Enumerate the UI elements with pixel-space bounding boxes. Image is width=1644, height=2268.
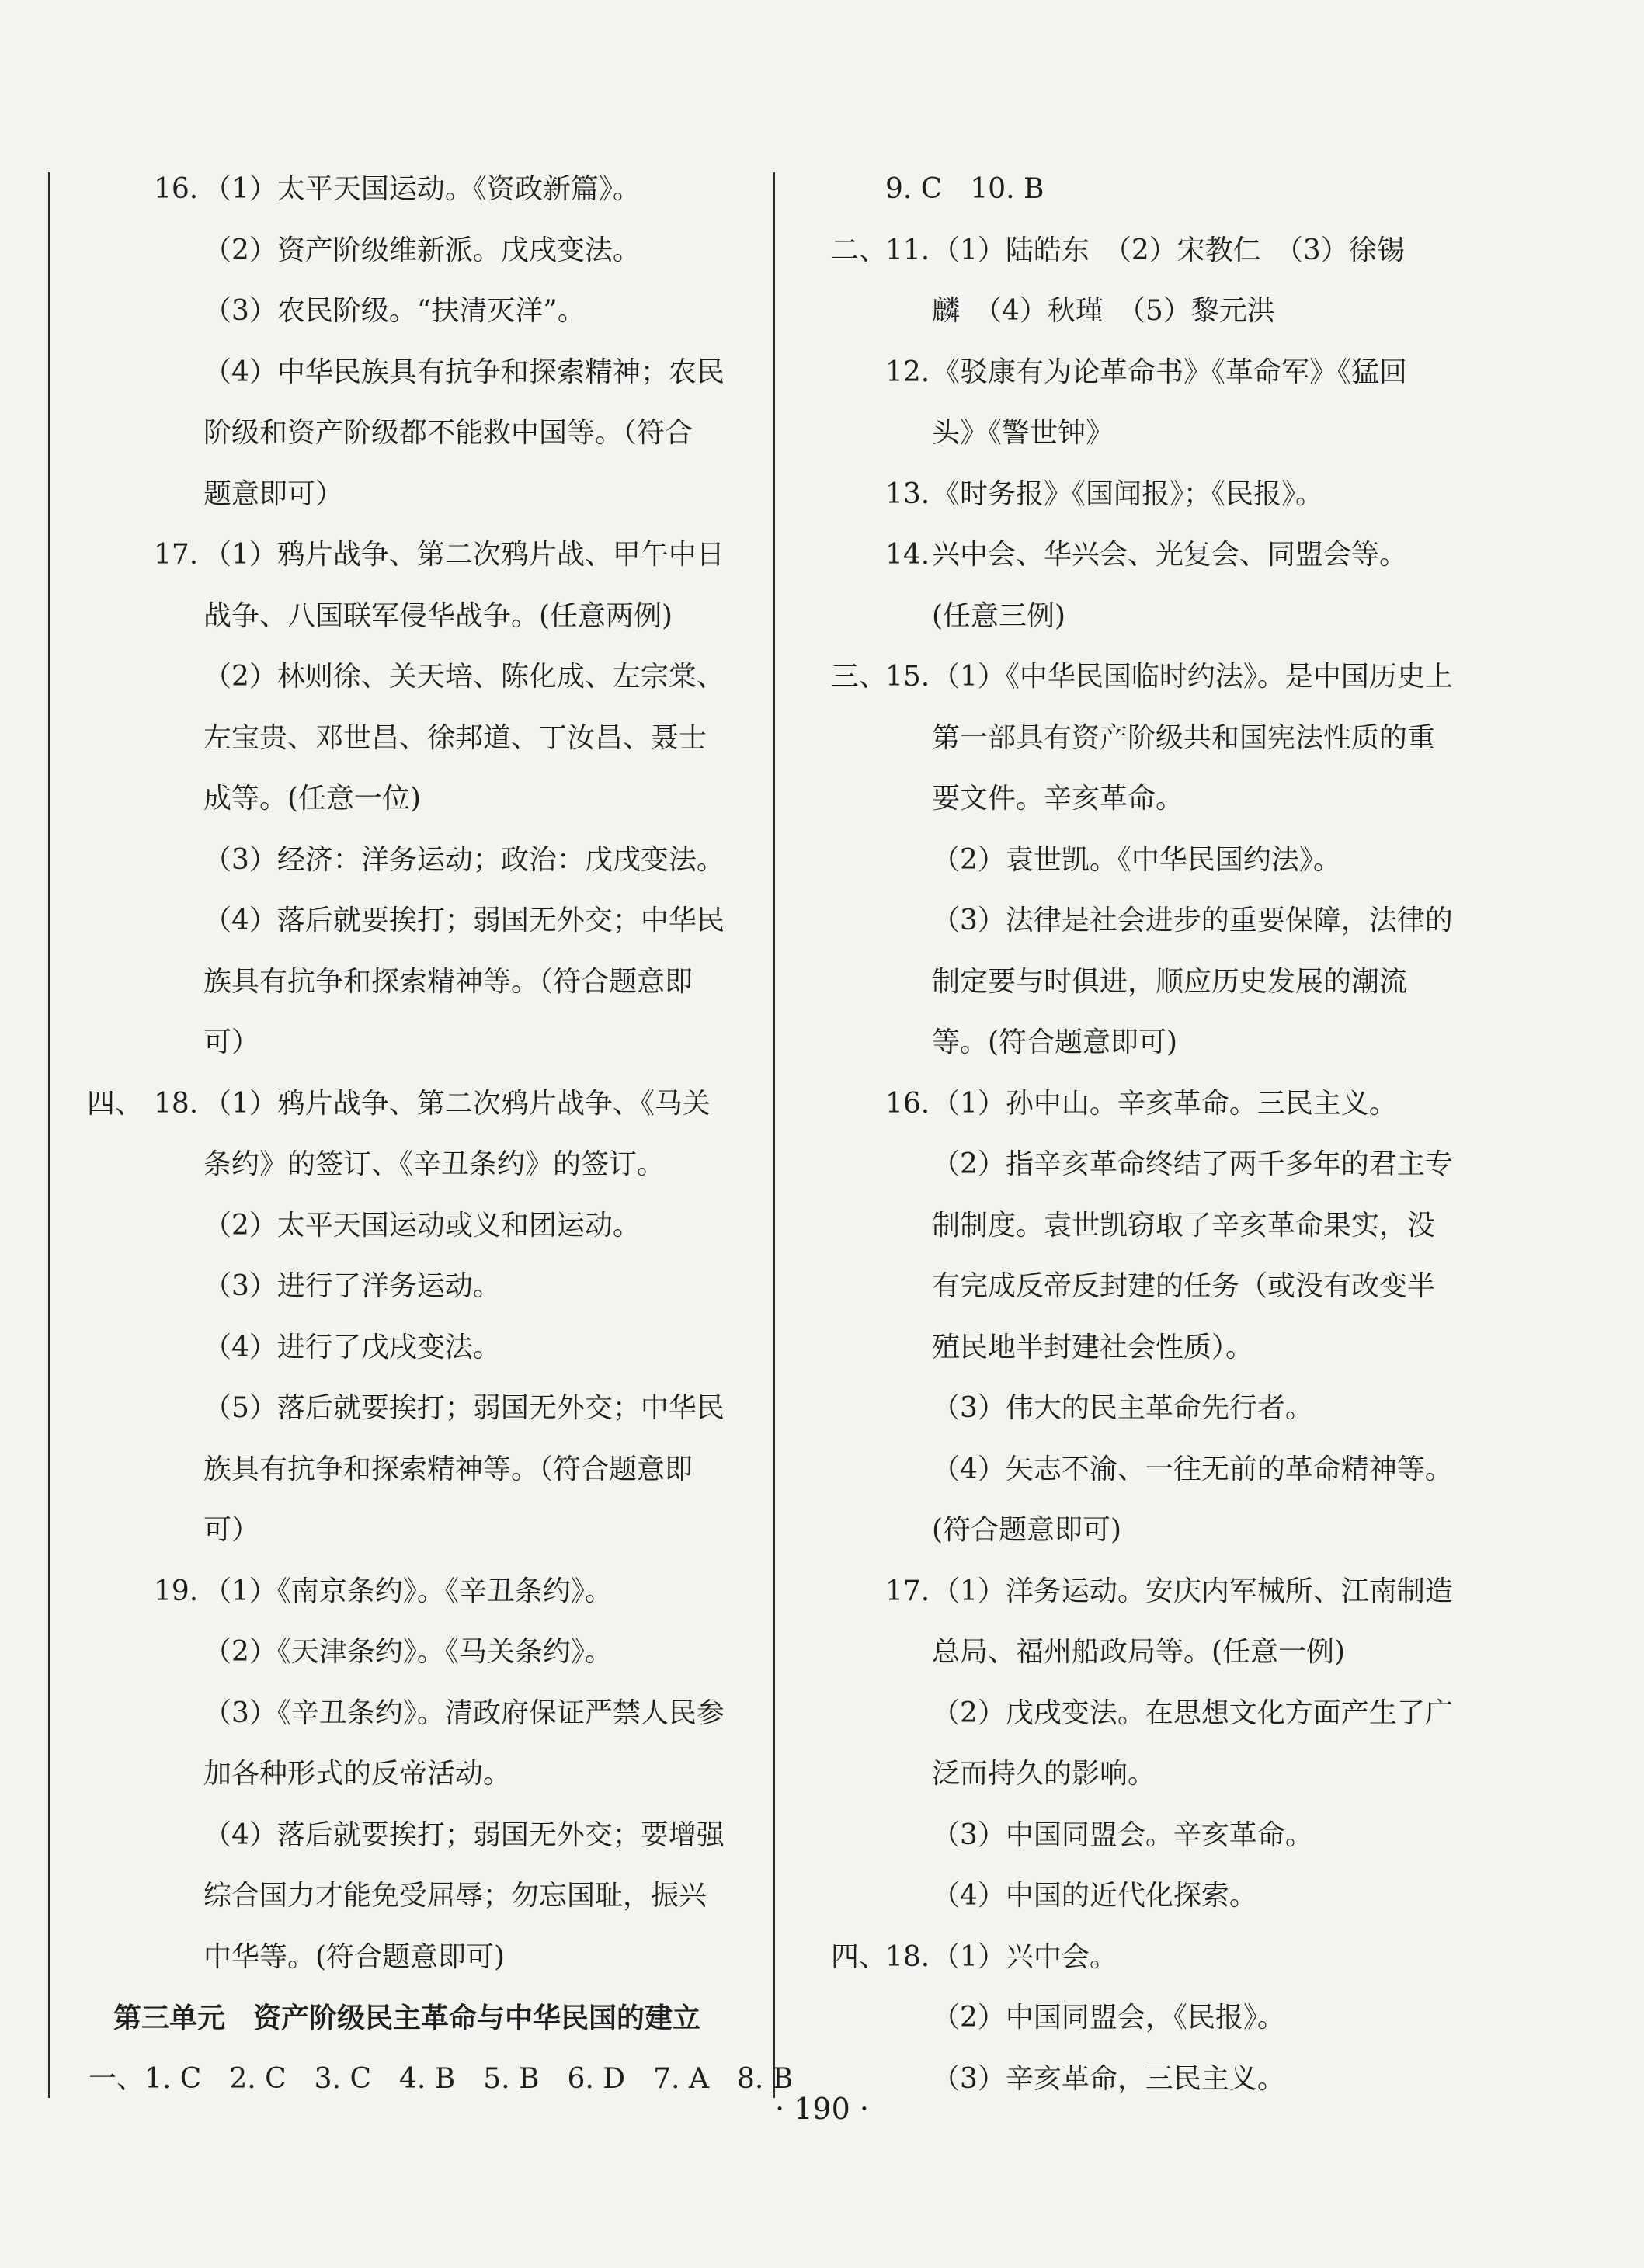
answer-text: 题意即可） (203, 478, 344, 510)
answer-line (54, 830, 753, 891)
answer-line (54, 1866, 753, 1927)
section-marker: 四、 (831, 1940, 888, 1973)
question-number: 14. (885, 539, 930, 571)
answer-text: 制制度。袁世凯窃取了辛亥革命果实，没 (932, 1209, 1436, 1242)
answer-text: （1）《南京条约》。《辛丑条约》。 (203, 1575, 613, 1607)
answer-text: （2）资产阶级维新派。戊戌变法。 (203, 234, 641, 266)
answer-text: （4）中华民族具有抗争和探索精神；农民 (203, 356, 725, 388)
answer-line (54, 1318, 753, 1379)
answer-text: （3）《辛丑条约》。清政府保证严禁人民参 (203, 1697, 725, 1729)
answer-text: （3）辛亥革命，三民主义。 (932, 2062, 1285, 2095)
right-column (823, 159, 1460, 2110)
answer-line (823, 1622, 1460, 1683)
answer-text: （4）落后就要挨打；弱国无外交；要增强 (203, 1818, 725, 1851)
answer-line (823, 647, 1460, 708)
answer-line (823, 1927, 1460, 1988)
question-number: 11. (885, 234, 930, 266)
section-marker: 三、 (831, 661, 888, 693)
answer-line (54, 1744, 753, 1805)
question-number: 12. (885, 356, 930, 388)
answer-line (823, 1866, 1460, 1927)
answer-text: （3）法律是社会进步的重要保障，法律的 (932, 905, 1453, 936)
answer-line (823, 1318, 1460, 1379)
column-divider (773, 172, 775, 2098)
answer-text: 殖民地半封建社会性质）。 (932, 1331, 1254, 1363)
answer-text: （1）《中华民国临时约法》。是中国历史上 (932, 661, 1453, 693)
answer-line (54, 1561, 753, 1623)
left-margin-rule (48, 172, 50, 2098)
answer-text: 综合国力才能免受屈辱；勿忘国耻，振兴 (203, 1880, 707, 1912)
answer-text: （2）中国同盟会，《民报》。 (932, 2002, 1285, 2034)
section-heading: 第三单元 资产阶级民主革命与中华民国的建立 (113, 2002, 701, 2034)
answer-line (54, 342, 753, 404)
answer-line (823, 1378, 1460, 1440)
answer-text: （1）陆皓东 （2）宋教仁 （3）徐锡 (932, 234, 1405, 266)
answer-line (54, 159, 753, 221)
answer-text: （1）鸦片战争、第二次鸦片战争、《马关 (203, 1087, 711, 1120)
answer-text: 族具有抗争和探索精神等。（符合题意即 (203, 965, 693, 998)
answer-line (823, 464, 1460, 526)
answer-line (54, 1440, 753, 1501)
answer-text: （1）兴中会。 (932, 1940, 1117, 1973)
answer-text: （5）落后就要挨打；弱国无外交；中华民 (203, 1392, 725, 1424)
answer-text: 条约》的签订、《辛丑条约》的签订。 (203, 1148, 666, 1180)
answer-text: （1）鸦片战争、第二次鸦片战、甲午中日 (203, 539, 725, 571)
answer-text: （1）洋务运动。安庆内军械所、江南制造 (932, 1575, 1453, 1607)
answer-line (823, 159, 1460, 221)
answer-line (823, 403, 1460, 464)
answer-line (54, 525, 753, 586)
answer-line (54, 1256, 753, 1318)
answer-text: （1）太平天国运动。《资政新篇》。 (203, 173, 641, 205)
section-marker: 二、 (831, 234, 888, 266)
answer-line (823, 891, 1460, 952)
answer-text: （3）农民阶级。“扶清灭洋”。 (203, 295, 586, 327)
answer-text: (符合题意即可) (932, 1514, 1122, 1546)
answer-text: 有完成反帝反封建的任务（或没有改变半 (932, 1270, 1436, 1302)
answer-text: 麟 （4）秋瑾 （5）黎元洪 (932, 295, 1275, 327)
answer-text: （2）《天津条约》。《马关条约》。 (203, 1636, 613, 1668)
answer-text: 中华等。(符合题意即可) (203, 1940, 506, 1973)
answer-text: 《驳康有为论革命书》《革命军》《猛回 (932, 356, 1408, 388)
answer-line (54, 221, 753, 282)
answer-text: 制定要与时俱进，顺应历史发展的潮流 (932, 965, 1408, 998)
answer-line (823, 1683, 1460, 1745)
answer-line (823, 525, 1460, 586)
answer-line (54, 1378, 753, 1440)
answer-line (54, 1196, 753, 1257)
answer-line (54, 1074, 753, 1135)
answer-line (823, 1440, 1460, 1501)
answer-text: （1）孙中山。辛亥革命。三民主义。 (932, 1087, 1397, 1120)
question-number: 18. (885, 1940, 930, 1973)
answer-text: 头》《警世钟》 (932, 417, 1114, 449)
answer-line (54, 1012, 753, 1074)
answer-text: （2）太平天国运动或义和团运动。 (203, 1209, 641, 1242)
section-marker: 四、 (87, 1087, 144, 1120)
answer-line (823, 769, 1460, 830)
answer-line (54, 281, 753, 342)
answer-text: （3）伟大的民主革命先行者。 (932, 1392, 1313, 1424)
answer-text: （4）中国的近代化探索。 (932, 1880, 1257, 1912)
choice-answers: 一、1. C 2. C 3. C 4. B 5. B 6. D 7. A 8. B (89, 2062, 794, 2095)
answer-line (54, 952, 753, 1013)
answer-text: 族具有抗争和探索精神等。（符合题意即 (203, 1453, 693, 1485)
answer-text: 成等。(任意一位) (203, 783, 422, 814)
question-number: 15. (885, 661, 930, 693)
answer-text: （2）指辛亥革命终结了两千多年的君主专 (932, 1148, 1453, 1180)
answer-line (823, 342, 1460, 404)
answer-line (54, 647, 753, 708)
answer-text: （2）林则徐、关天培、陈化成、左宗棠、 (203, 661, 725, 693)
answer-line (823, 1500, 1460, 1561)
answer-text: 等。(符合题意即可) (932, 1026, 1178, 1058)
answer-text: 可） (203, 1514, 260, 1546)
answer-text: 可） (203, 1026, 260, 1058)
answer-line (823, 586, 1460, 648)
answer-text: （2）戊戌变法。在思想文化方面产生了广 (932, 1697, 1453, 1729)
answer-line (54, 769, 753, 830)
answer-text: （3）经济：洋务运动；政治：戊戌变法。 (203, 843, 725, 876)
question-number: 16. (154, 173, 199, 205)
answer-line (823, 1012, 1460, 1074)
answer-text: （4）进行了戊戌变法。 (203, 1331, 501, 1363)
answer-text: 左宝贵、邓世昌、徐邦道、丁汝昌、聂士 (203, 721, 707, 754)
answer-line (54, 464, 753, 526)
answer-text: （3）中国同盟会。辛亥革命。 (932, 1818, 1313, 1851)
question-number: 19. (154, 1575, 199, 1607)
question-number: 13. (885, 478, 930, 510)
page-number: · 190 · (775, 2092, 869, 2126)
answer-line (823, 952, 1460, 1013)
answer-line (823, 1805, 1460, 1867)
answer-line (54, 403, 753, 464)
answer-line (823, 708, 1460, 769)
question-number: 17. (885, 1575, 930, 1607)
answer-line (823, 1196, 1460, 1257)
answer-line (823, 830, 1460, 891)
answer-line (54, 1622, 753, 1683)
answer-text: (任意三例) (932, 599, 1066, 632)
answer-text: （2）袁世凯。《中华民国约法》。 (932, 843, 1341, 876)
answer-line (823, 1988, 1460, 2049)
answer-text: 要文件。辛亥革命。 (932, 783, 1184, 814)
answer-text: （4）矢志不渝、一往无前的革命精神等。 (932, 1453, 1453, 1485)
answer-line (54, 1988, 753, 2049)
answer-text: 阶级和资产阶级都不能救中国等。（符合 (203, 417, 693, 449)
question-number: 16. (885, 1087, 930, 1120)
answer-text: 《时务报》《国闻报》；《民报》。 (932, 478, 1324, 510)
answer-line (823, 221, 1460, 282)
answer-text: 战争、八国联军侵华战争。(任意两例) (203, 599, 673, 632)
left-column (54, 159, 794, 2110)
answer-line (54, 708, 753, 769)
answer-text: 泛而持久的影响。 (932, 1758, 1156, 1790)
choice-answers: 9. C 10. B (885, 173, 1044, 205)
answer-line (823, 1134, 1460, 1196)
question-number: 18. (154, 1087, 199, 1120)
answer-line (54, 891, 753, 952)
answer-line (54, 1500, 753, 1561)
answer-text: （4）落后就要挨打；弱国无外交；中华民 (203, 905, 725, 936)
answer-line (823, 1256, 1460, 1318)
answer-text: 第一部具有资产阶级共和国宪法性质的重 (932, 721, 1436, 754)
answer-text: 总局、福州船政局等。(任意一例) (932, 1636, 1346, 1668)
answer-text: （3）进行了洋务运动。 (203, 1270, 501, 1302)
answer-line (54, 1134, 753, 1196)
answer-line (823, 1744, 1460, 1805)
answer-line (54, 1805, 753, 1867)
answer-line (54, 586, 753, 648)
answer-line (823, 1561, 1460, 1623)
answer-text: 兴中会、华兴会、光复会、同盟会等。 (932, 539, 1408, 571)
question-number: 17. (154, 539, 199, 571)
answer-line (823, 1074, 1460, 1135)
answer-line (823, 281, 1460, 342)
answer-text: 加各种形式的反帝活动。 (203, 1758, 512, 1790)
answer-line (54, 1927, 753, 1988)
answer-line (54, 1683, 753, 1745)
